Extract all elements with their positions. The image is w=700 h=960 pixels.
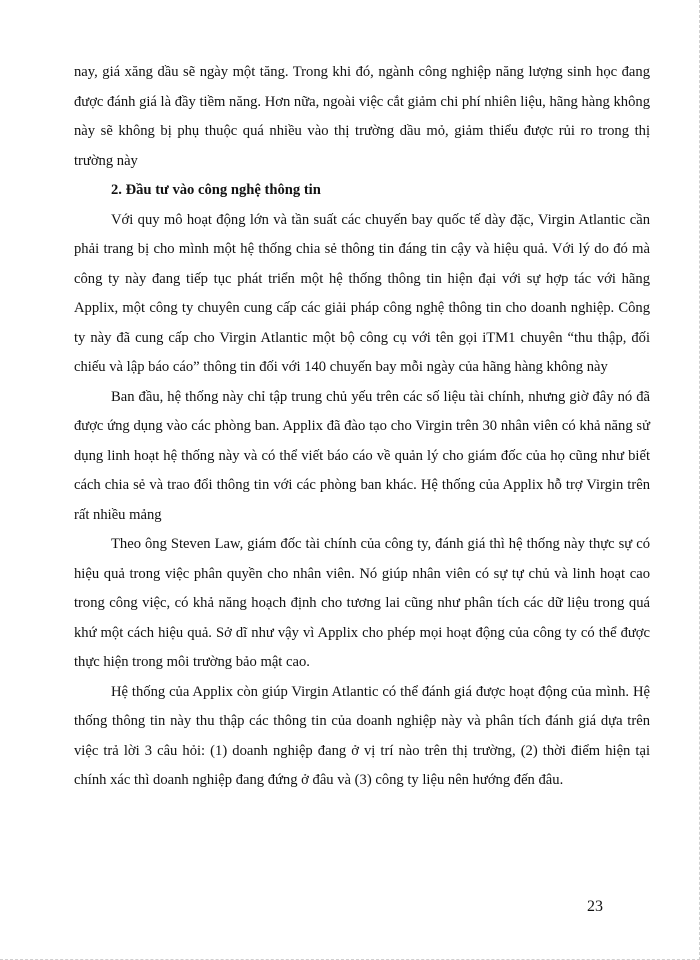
- section-heading-it-investment: 2. Đầu tư vào công nghệ thông tin: [111, 182, 321, 198]
- document-body: [74, 58, 650, 796]
- paragraph-biofuel-continuation: nay, giá xăng dầu sẽ ngày một tăng. Trong khi đó, ngành công nghiệp năng lượng sinh học đang được đánh giá là đầy tiềm năng. Hơn nữa, ngoài việc cắt giảm chi phí nhiên liệu, hãng hàng không này sẽ không bị phụ thuộc quá nhiều vào thị trường dầu mỏ, giảm thiểu được rủi ro trong thị trường này: [74, 64, 650, 169]
- page-number: 23: [587, 898, 603, 915]
- paragraph-steven-law: Theo ông Steven Law, giám đốc tài chính của công ty, đánh giá thì hệ thống này thực sự có hiệu quả trong việc phân quyền cho nhân viên. Nó giúp nhân viên có sự tự chủ và linh hoạt cao trong công việc, có khả năng hoạch định cho tương lai cũng như phân tích các dữ liệu trong quá khứ một cách hiệu quả. Sở dĩ như vậy vì Applix cho phép mọi hoạt động của công ty có thể được thực hiện trong môi trường bảo mật cao.: [74, 536, 650, 670]
- paragraph-information-system: Với quy mô hoạt động lớn và tần suất các chuyến bay quốc tế dày đặc, Virgin Atlantic cần phải trang bị cho mình một hệ thống chia sẻ thông tin đáng tin cậy và hiệu quả. Với lý do đó mà công ty này đang tiếp tục phát triển một hệ thống thông tin hiện đại với sự hợp tác với hãng Applix, một công ty chuyên cung cấp các giải pháp công nghệ thông tin cho doanh nghiệp. Công ty này đã cung cấp cho Virgin Atlantic một bộ công cụ với tên gọi iTM1 chuyên “thu thập, đối chiếu và lập báo cáo” thông tin đối với 140 chuyến bay mỗi ngày của hãng hàng không này: [74, 211, 650, 375]
- paragraph-system-adoption: Ban đầu, hệ thống này chỉ tập trung chủ yếu trên các số liệu tài chính, nhưng giờ đây nó đã được ứng dụng vào các phòng ban. Applix đã đào tạo cho Virgin trên 30 nhân viên có khả năng sử dụng linh hoạt hệ thống này và có thể viết báo cáo về quản lý cho giám đốc của họ cũng như biết cách chia sẻ và trao đổi thông tin với các phòng ban khác. Hệ thống của Applix hỗ trợ Virgin trên rất nhiều mảng: [74, 388, 650, 523]
- paragraph-performance-evaluation: Hệ thống của Applix còn giúp Virgin Atlantic có thể đánh giá được hoạt động của mình. Hệ thống thông tin này thu thập các thông tin của doanh nghiệp này và phân tích đánh giá dựa trên việc trả lời 3 câu hỏi: (1) doanh nghiệp đang ở vị trí nào trên thị trường, (2) thời điểm hiện tại chính xác thì doanh nghiệp đang đứng ở đâu và (3) công ty liệu nên hướng đến đâu.: [74, 683, 650, 788]
